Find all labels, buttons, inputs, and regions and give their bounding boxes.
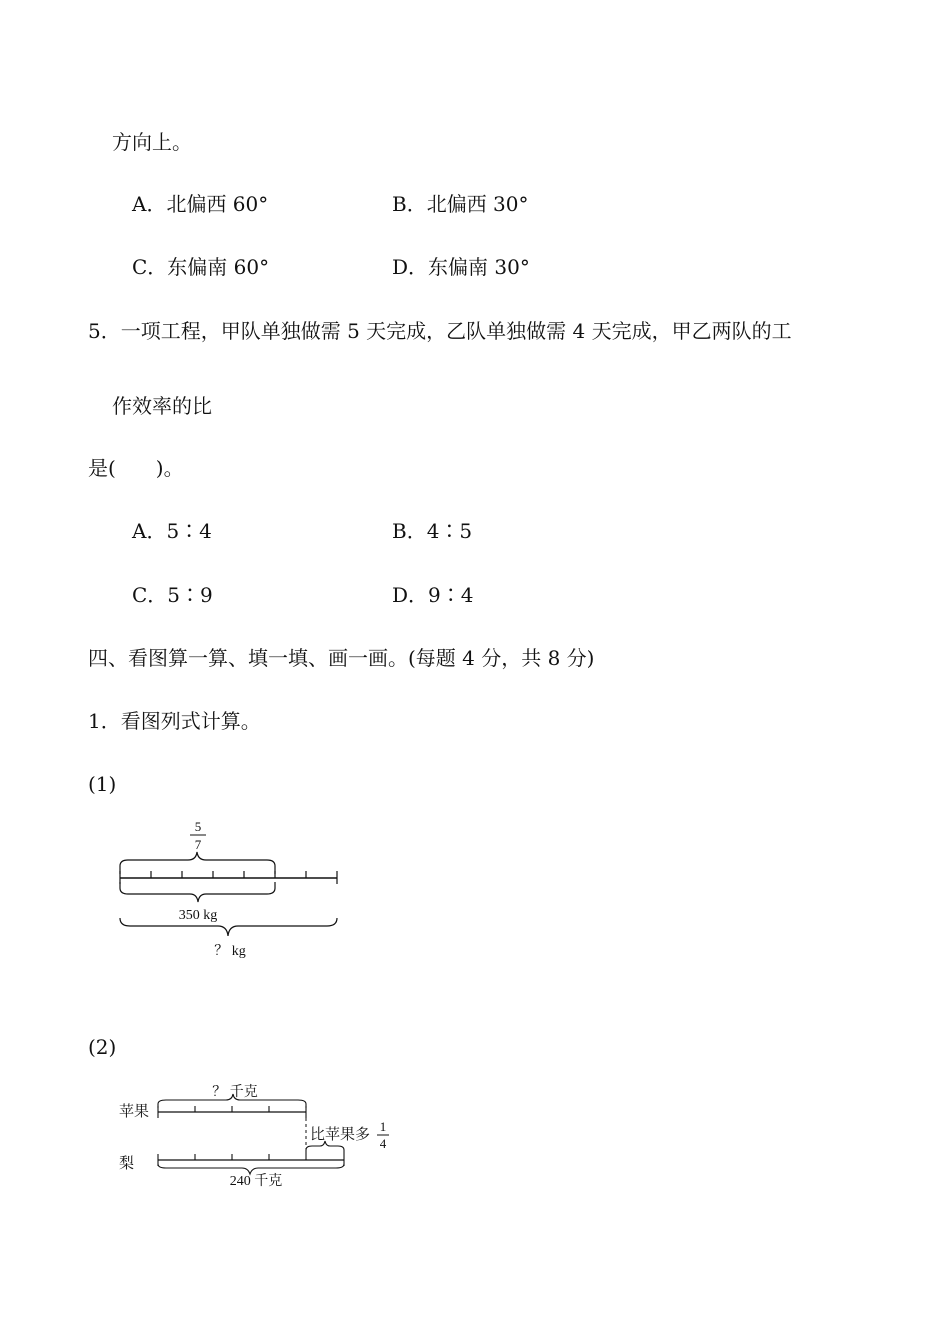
section4-title: 四、看图算一算、填一填、画一画。(每题 4 分，共 8 分) xyxy=(88,646,595,670)
fraction-5-7-numerator: 5 xyxy=(194,819,202,834)
apple-row-label: 苹果 xyxy=(119,1104,150,1120)
q4-option-d[interactable]: D．东偏南 30° xyxy=(392,255,530,279)
fraction-1-4-numerator: 1 xyxy=(379,1119,387,1134)
q5-option-c[interactable]: C．5∶9 xyxy=(132,583,213,607)
known-brace xyxy=(120,882,275,902)
q4-option-b[interactable]: B．北偏西 30° xyxy=(392,192,529,216)
more-than-apple-text: 比苹果多 xyxy=(310,1127,371,1143)
q4-option-a[interactable]: A．北偏西 60° xyxy=(132,192,269,216)
q5-option-a[interactable]: A．5∶4 xyxy=(132,519,212,543)
pear-total-label: 240 千克 xyxy=(229,1174,283,1189)
diagram-2 xyxy=(110,1078,400,1188)
q5-stem-line1: 5．一项工程，甲队单独做需 5 天完成，乙队单独做需 4 天完成，甲乙两队的工 xyxy=(88,319,792,343)
fraction-1-4-denominator: 4 xyxy=(379,1136,387,1151)
q5-option-b[interactable]: B．4∶5 xyxy=(392,519,473,543)
diagram-1 xyxy=(110,815,350,965)
q4-tail-text: 方向上。 xyxy=(112,130,192,154)
section4-q1: 1．看图列式计算。 xyxy=(88,709,261,733)
pear-row-label: 梨 xyxy=(119,1156,135,1172)
q4-option-c[interactable]: C．东偏南 60° xyxy=(132,255,270,279)
pear-total-brace xyxy=(158,1164,344,1174)
fraction-5-7-denominator: 7 xyxy=(194,837,202,852)
part2-label: (2) xyxy=(88,1035,117,1059)
q5-stem-line2: 作效率的比 xyxy=(112,394,212,418)
top-brace xyxy=(120,852,275,874)
apple-top-brace xyxy=(158,1094,306,1108)
apple-unknown-label: ？ 千克 xyxy=(212,1085,258,1100)
q5-stem-line3: 是( )。 xyxy=(88,456,184,480)
known-weight-label: 350 kg xyxy=(178,908,218,923)
part1-label: (1) xyxy=(88,772,117,796)
total-brace xyxy=(120,918,337,936)
q5-option-d[interactable]: D．9∶4 xyxy=(392,583,474,607)
unknown-weight-label: ？ kg xyxy=(214,944,246,959)
